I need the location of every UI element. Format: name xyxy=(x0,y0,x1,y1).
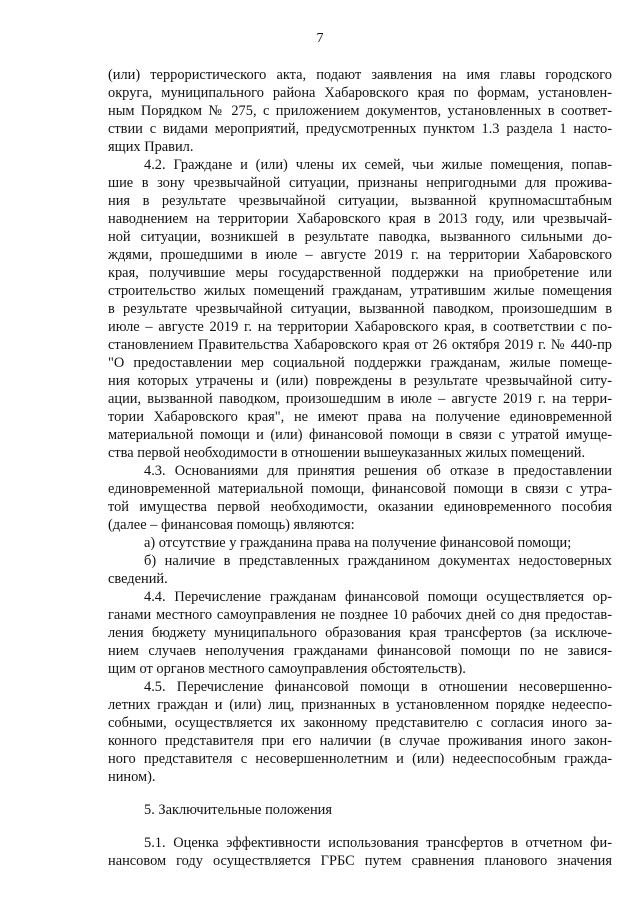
text-line: края, получившие меры государственной поддержки на приобретение или xyxy=(108,265,612,281)
text-line: единовременной материальной помощи, финансовой помощи в связи с утра- xyxy=(108,481,612,497)
text-line: 5.1. Оценка эффективности использования трансфертов в отчетном фи- xyxy=(144,835,612,851)
text-line: конного представителя при его наличии (в случае проживания иного закон- xyxy=(108,733,612,749)
text-line: материальной помощи и (или) финансовой помощи в связи с утратой имуще- xyxy=(108,427,612,443)
text-line: ным Порядком № 275, с приложением документов, установленных в соответ- xyxy=(108,103,612,119)
text-line: округа, муниципального района Хабаровского края по формам, установлен- xyxy=(108,85,612,101)
text-line: строительство жилых помещений гражданам, утратившим жилые помещения xyxy=(108,283,612,299)
text-line: (далее – финансовая помощь) являются: xyxy=(108,517,355,533)
text-line: нансовом году осуществляется ГРБС путем сравнения планового значения xyxy=(108,853,612,869)
text-line: а) отсутствие у гражданина права на получение финансовой помощи; xyxy=(144,535,572,551)
text-line: щим от органов местного самоуправления обстоятельств). xyxy=(108,661,466,677)
text-line: шие в зону чрезвычайной ситуации, признаны непригодными для прожива- xyxy=(108,175,612,191)
text-line: (или) террористического акта, подают заявления на имя главы городского xyxy=(108,67,612,83)
text-line: ждями, прошедшими в июле – августе 2019 г. на территории Хабаровского xyxy=(108,247,612,263)
text-line: ния в результате чрезвычайной ситуации, вызванной крупномасштабным xyxy=(108,193,612,209)
text-line: 5. Заключительные положения xyxy=(144,802,332,818)
text-line: нином). xyxy=(108,769,156,785)
text-line: ганами местного самоуправления не позднее 10 рабочих дней со дня предостав- xyxy=(108,607,612,623)
text-line: собными, осуществляется их законному представителю с согласия иного за- xyxy=(108,715,612,731)
page-number: 7 xyxy=(316,31,324,46)
text-line: в результате чрезвычайной ситуации, вызванной паводком, произошедшим в xyxy=(108,301,612,317)
text-line: нием случаев неполучения гражданами финансовой помощи по не завися- xyxy=(108,643,612,659)
text-line: сведений. xyxy=(108,571,168,587)
text-line: июле – августе 2019 г. на территории Хабаровского края, в соответствии с по- xyxy=(108,319,612,335)
text-line: ящих Правил. xyxy=(108,139,194,155)
text-line: "О предоставлении мер социальной поддержки гражданам, жилые помеще- xyxy=(108,355,612,371)
text-line: той имущества первой необходимости, оказании единовременного пособия xyxy=(108,499,612,515)
text-line: ления бюджету муниципального образования края трансфертов (за исключе- xyxy=(108,625,612,641)
text-line: ного представителя с несовершеннолетним и (или) недееспособным гражда- xyxy=(108,751,612,767)
text-line: летних граждан и (или) лиц, признанных в установленном порядке недееспо- xyxy=(108,697,612,713)
text-line: становлением Правительства Хабаровского края от 26 октября 2019 г. № 440-пр xyxy=(108,337,612,353)
text-line: 4.3. Основаниями для принятия решения об отказе в предоставлении xyxy=(144,463,612,479)
text-line: ствии с видами мероприятий, предусмотренных пунктом 1.3 раздела 1 насто- xyxy=(108,121,612,137)
text-line: ния которых утрачены и (или) повреждены в результате чрезвычайной ситу- xyxy=(108,373,612,389)
text-line: ной ситуации, возникшей в результате паводка, вызванного сильными до- xyxy=(108,229,612,245)
text-line: ации, вызванной паводком, произошедшим в июле – августе 2019 г. на терри- xyxy=(108,391,612,407)
text-line: тории Хабаровского края", не имеют права на получение единовременной xyxy=(108,409,612,425)
text-line: 4.4. Перечисление гражданам финансовой помощи осуществляется ор- xyxy=(144,589,612,605)
text-line: ства первой необходимости в отношении вышеуказанных жилых помещений. xyxy=(108,445,586,461)
text-line: 4.2. Граждане и (или) члены их семей, чьи жилые помещения, попав- xyxy=(144,157,612,173)
text-line: б) наличие в представленных гражданином документах недостоверных xyxy=(144,553,612,569)
text-line: наводнением на территории Хабаровского края в 2013 году, или чрезвычай- xyxy=(108,211,612,227)
text-line: 4.5. Перечисление финансовой помощи в отношении несовершенно- xyxy=(144,679,612,695)
